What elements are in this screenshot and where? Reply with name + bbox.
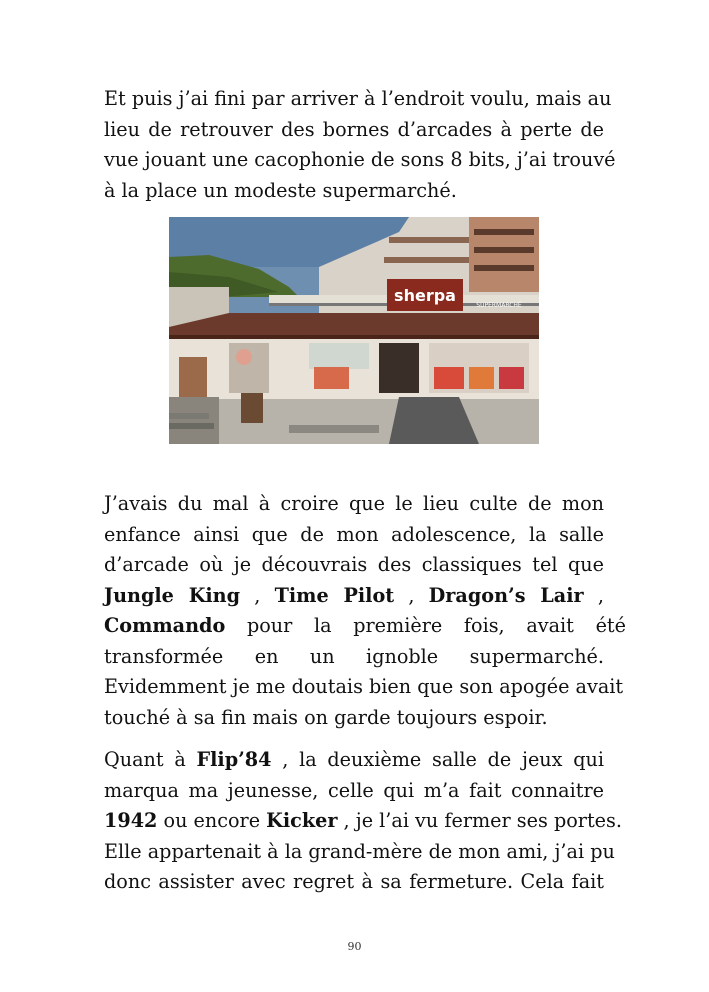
text-line: Jungle King , Time Pilot , Dragon’s Lair ,: [104, 583, 604, 607]
paragraph-1: [104, 84, 616, 206]
text-line: marqua ma jeunesse, celle qui m’a fait connaitre: [104, 778, 604, 802]
text-line: touché à sa fin mais on garde toujours espoir.: [104, 705, 548, 729]
text-line: Commando pour la première fois, avait été: [104, 614, 626, 637]
paragraph-3: [104, 745, 622, 898]
text-line: Et puis j’ai fini par arriver à l’endroit voulu, mais au: [104, 87, 612, 110]
text-line: Evidemment je me doutais bien que son apogée avait: [104, 675, 624, 698]
game-title: Dragon’s Lair: [428, 583, 584, 607]
text-line: Elle appartenait à la grand-mère de mon ami, j’ai pu: [104, 839, 615, 863]
game-title: Kicker: [266, 809, 338, 832]
supermarket-photo: [169, 217, 539, 444]
text-line: J’avais du mal à croire que le lieu culte de mon: [104, 492, 604, 515]
storefront-illustration: [169, 217, 539, 444]
page-number: 90: [347, 940, 362, 953]
game-title: Commando: [104, 614, 226, 637]
text-line: 1942 ou encore Kicker , je l’ai vu fermer ses portes.: [104, 809, 622, 832]
text-line: donc assister avec regret à sa fermeture. Cela fait: [104, 870, 604, 893]
text-line: lieu de retrouver des bornes d’arcades à perte de: [104, 117, 604, 141]
text-line: vue jouant une cacophonie de sons 8 bits, j’ai trouvé: [104, 148, 616, 171]
store-subtitle: SUPERMARCHÉ: [476, 302, 522, 309]
text-line: transformée en un ignoble supermarché.: [104, 644, 604, 668]
text-line: d’arcade où je découvrais des classiques tel que: [104, 553, 604, 576]
arcade-name: Flip’84: [196, 748, 272, 771]
paragraph-2: [104, 489, 626, 733]
game-title: Time Pilot: [274, 583, 395, 607]
text-line: Quant à Flip’84 , la deuxième salle de jeux qui: [104, 748, 604, 771]
text-line: à la place un modeste supermarché.: [104, 178, 457, 202]
store-sign-text: sherpa: [394, 286, 456, 305]
game-title: Jungle King: [104, 583, 241, 607]
game-title: 1942: [104, 809, 158, 832]
text-line: enfance ainsi que de mon adolescence, la salle: [104, 522, 604, 546]
